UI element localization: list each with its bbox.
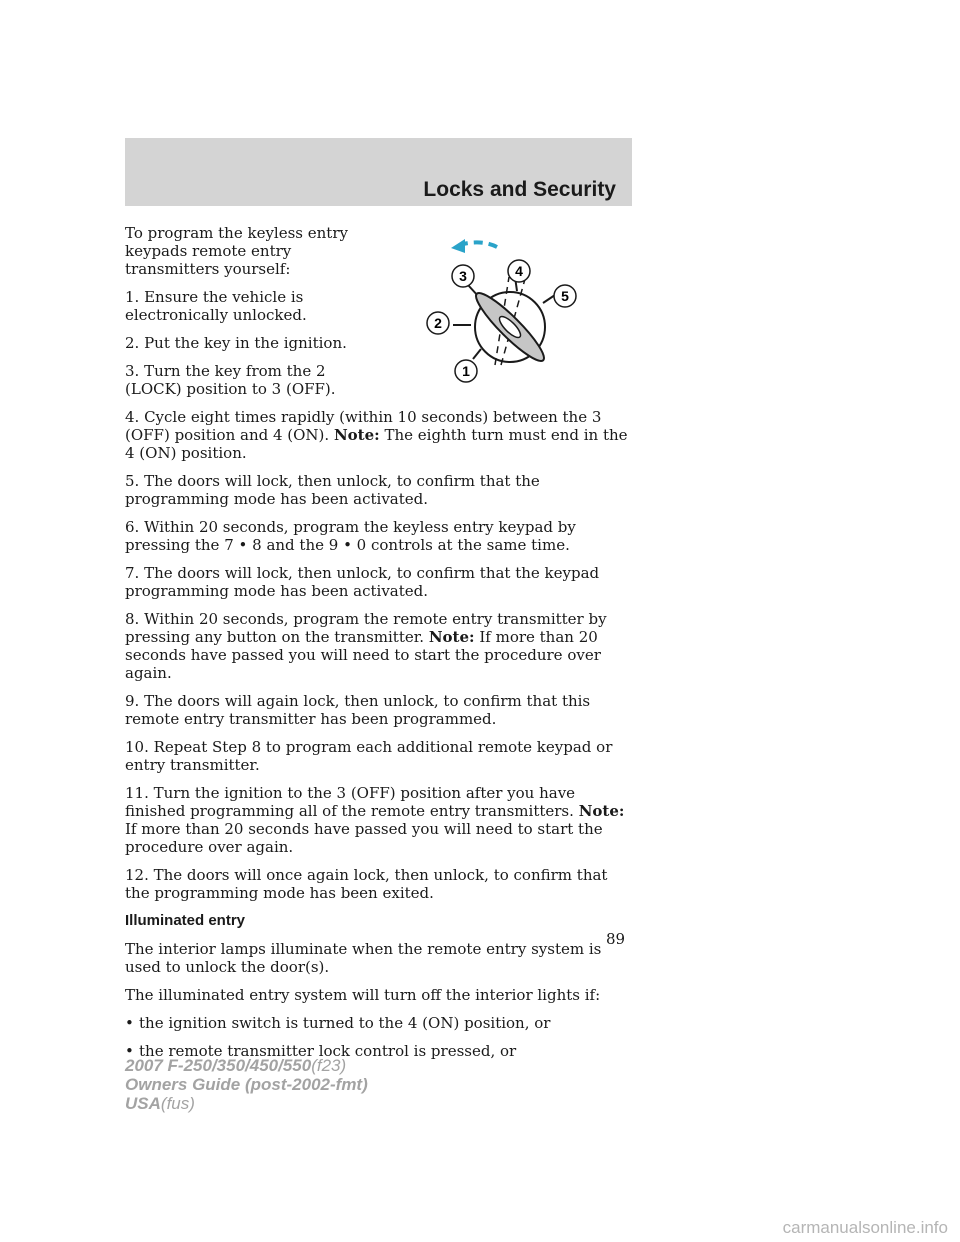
step-11-text: 11. Turn the ignition to the 3 (OFF) position after you have finished programming all of the remote entry transmitters. bbox=[125, 784, 576, 820]
footer-market: USA bbox=[125, 1094, 161, 1113]
step-9: 9. The doors will again lock, then unlock, to confirm that this remote entry transmitter has been programmed. bbox=[125, 692, 591, 728]
bullet-text: the ignition switch is turned to the 4 (ON) position, or bbox=[139, 1014, 551, 1032]
step-8 bbox=[125, 610, 635, 682]
step-3: 3. Turn the key from the 2 (LOCK) position to 3 (OFF). bbox=[125, 362, 336, 398]
position-label-4: 4 bbox=[515, 263, 523, 279]
position-label-2: 2 bbox=[434, 315, 442, 331]
step-12: 12. The doors will once again lock, then unlock, to confirm that the programming mode has been exited. bbox=[125, 866, 608, 902]
step-1: 1. Ensure the vehicle is electronically unlocked. bbox=[125, 288, 307, 324]
section-title: Locks and Security bbox=[423, 178, 616, 201]
step-7: 7. The doors will lock, then unlock, to confirm that the keypad programming mode has been activated. bbox=[125, 564, 600, 600]
position-label-1: 1 bbox=[462, 363, 470, 379]
step-4 bbox=[125, 408, 635, 462]
step-8-note-label: Note: bbox=[428, 628, 475, 646]
step-8-note: If more than 20 seconds have passed you will need to start the procedure over again. bbox=[125, 628, 601, 682]
illuminated-paragraph-2: The illuminated entry system will turn off the interior lights if: bbox=[125, 986, 601, 1004]
illuminated-entry-heading: Illuminated entry bbox=[125, 912, 246, 929]
step-4-text: 4. Cycle eight times rapidly (within 10 seconds) between the 3 (OFF) position and 4 (ON). bbox=[125, 408, 602, 444]
position-label-3: 3 bbox=[459, 268, 467, 284]
step-10: 10. Repeat Step 8 to program each additional remote keypad or entry transmitter. bbox=[125, 738, 613, 774]
footer bbox=[125, 1056, 368, 1113]
footer-market-code: (fus) bbox=[160, 1094, 195, 1113]
intro-paragraph: To program the keyless entry keypads remote entry transmitters yourself: bbox=[125, 224, 348, 278]
step-4-note-label: Note: bbox=[333, 426, 380, 444]
step-4-note: The eighth turn must end in the 4 (ON) position. bbox=[125, 426, 628, 462]
bullet-text: the remote transmitter lock control is pressed, or bbox=[139, 1042, 517, 1060]
step-8-text: 8. Within 20 seconds, program the remote entry transmitter by pressing any button on the transmitter. bbox=[125, 610, 607, 646]
step-5: 5. The doors will lock, then unlock, to confirm that the programming mode has been activated. bbox=[125, 472, 540, 508]
position-label-5: 5 bbox=[561, 288, 569, 304]
page-body bbox=[125, 224, 635, 1070]
illuminated-paragraph-1: The interior lamps illuminate when the remote entry system is used to unlock the door(s). bbox=[125, 940, 602, 976]
step-2: 2. Put the key in the ignition. bbox=[125, 334, 347, 352]
footer-model: 2007 F-250/350/450/550 bbox=[125, 1056, 312, 1075]
bullet-mark: • bbox=[125, 1014, 134, 1032]
step-11-note: If more than 20 seconds have passed you will need to start the procedure over again. bbox=[125, 820, 603, 856]
footer-model-code: (f23) bbox=[311, 1056, 347, 1075]
footer-line-3 bbox=[125, 1094, 368, 1113]
bullet-mark: • bbox=[125, 1042, 134, 1060]
watermark: carmanualsonline.info bbox=[782, 1218, 948, 1237]
page-number: 89 bbox=[606, 930, 626, 948]
bullet-item bbox=[125, 1014, 635, 1032]
step-11-note-label: Note: bbox=[578, 802, 625, 820]
footer-line-1 bbox=[125, 1056, 368, 1075]
footer-line-2: Owners Guide (post-2002-fmt) bbox=[125, 1075, 368, 1094]
section-header-band bbox=[125, 138, 632, 206]
step-11 bbox=[125, 784, 635, 856]
step-6: 6. Within 20 seconds, program the keyless entry keypad by pressing the 7 • 8 and the 9 • 0 controls at the same time. bbox=[125, 518, 576, 554]
